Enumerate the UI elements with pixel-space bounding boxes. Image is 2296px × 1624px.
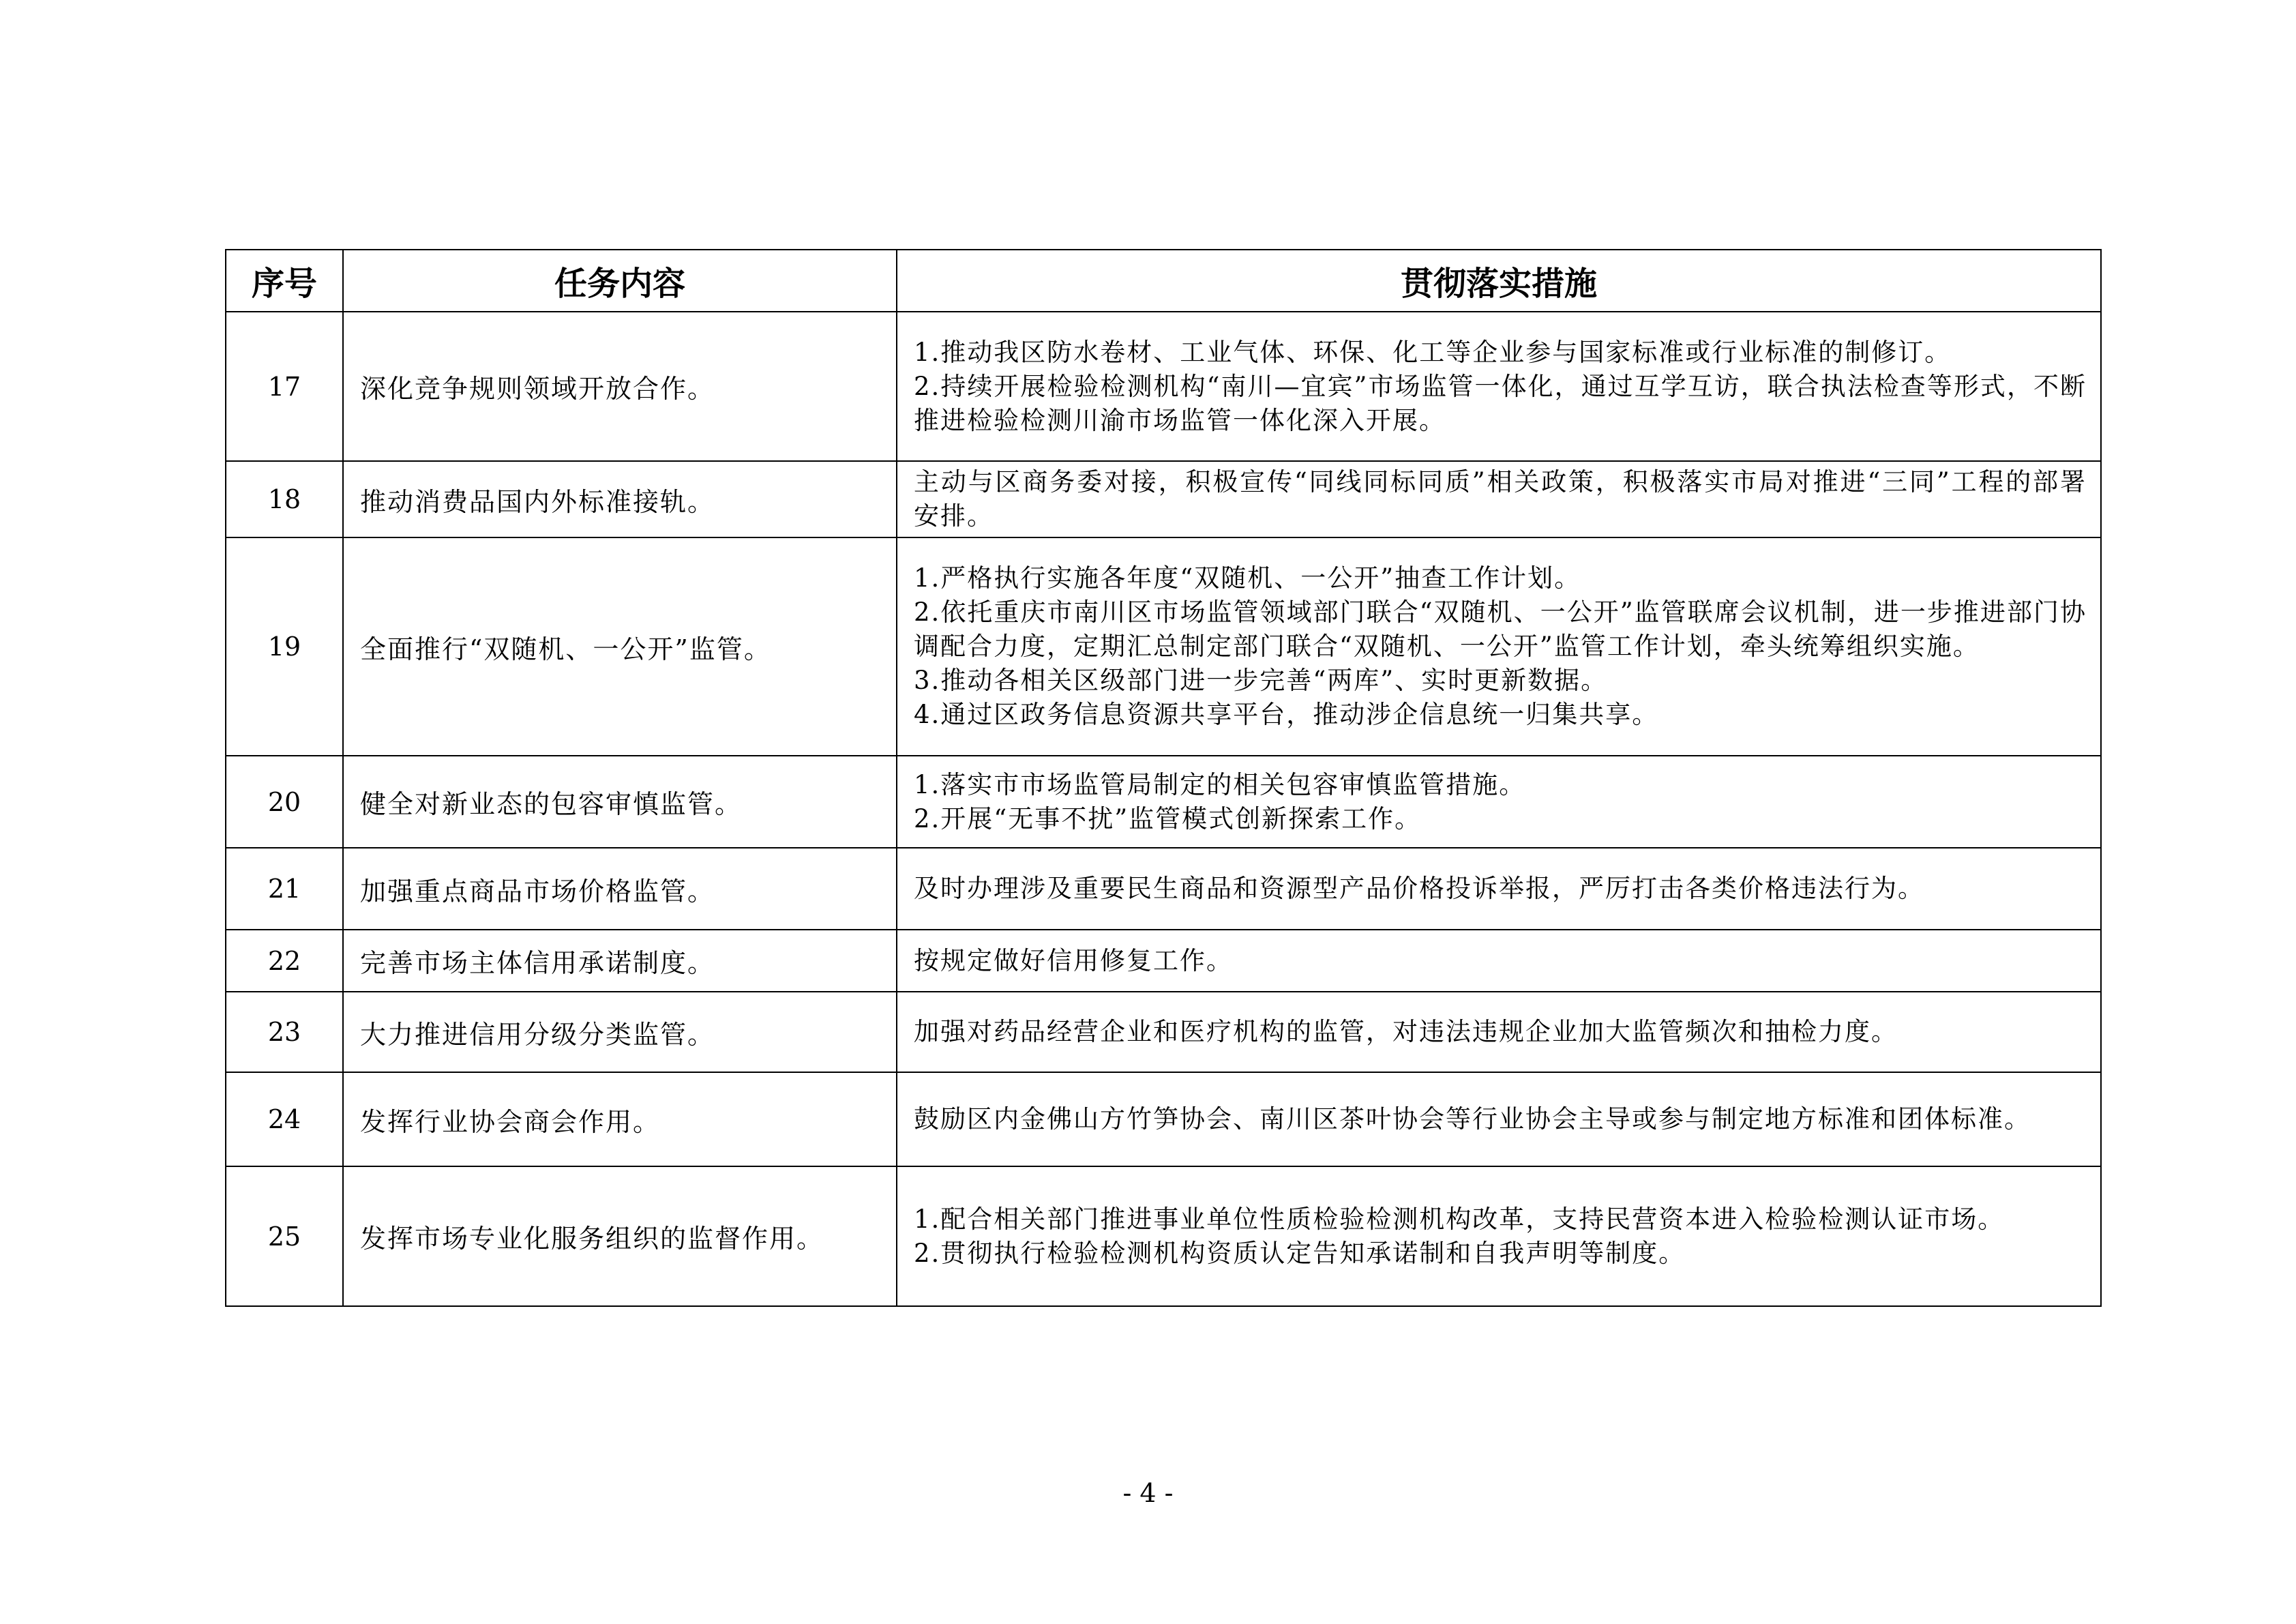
row-index: 23 [226,992,343,1072]
row-index: 25 [226,1166,343,1306]
header-index: 序号 [226,250,343,312]
measure-item: 按规定做好信用修复工作。 [914,945,1233,975]
row-index: 19 [226,537,343,756]
measure-item: 1.严格执行实施各年度“双随机、一公开”抽查工作计划。 [914,563,1581,593]
row-task: 完善市场主体信用承诺制度。 [343,930,897,992]
row-index: 18 [226,461,343,537]
row-measures [897,1166,2101,1306]
row-task: 发挥行业协会商会作用。 [343,1072,897,1166]
table-row [226,537,2101,756]
measure-item: 2.持续开展检验检测机构“南川—宜宾”市场监管一体化，通过互学互访，联合执法检查等形式，不断推进检验检测川渝市场监管一体化深入开展。 [914,371,2087,435]
table-row [226,461,2101,537]
measure-item: 2.依托重庆市南川区市场监管领域部门联合“双随机、一公开”监管联席会议机制，进一步推进部门协调配合力度，定期汇总制定部门联合“双随机、一公开”监管工作计划，牵头统筹组织实施。 [914,597,2087,661]
table-body [226,312,2101,1306]
row-index: 20 [226,756,343,848]
measure-item: 3.推动各相关区级部门进一步完善“两库”、实时更新数据。 [914,666,1608,695]
measure-item: 2.贯彻执行检验检测机构资质认定告知承诺制和自我声明等制度。 [914,1238,1686,1268]
table-row [226,756,2101,848]
table-row [226,992,2101,1072]
table-header-row [226,250,2101,312]
row-measures [897,1072,2101,1166]
measure-item: 2.开展“无事不扰”监管模式创新探索工作。 [914,803,1422,833]
measure-item: 及时办理涉及重要民生商品和资源型产品价格投诉举报，严厉打击各类价格违法行为。 [914,874,1924,903]
row-measures [897,848,2101,930]
header-measures: 贯彻落实措施 [897,250,2101,312]
row-index: 21 [226,848,343,930]
row-task: 推动消费品国内外标准接轨。 [343,461,897,537]
measure-item: 1.配合相关部门推进事业单位性质检验检测机构改革，支持民营资本进入检验检测认证市场。 [914,1204,2005,1234]
row-index: 22 [226,930,343,992]
measure-item: 1.推动我区防水卷材、工业气体、环保、化工等企业参与国家标准或行业标准的制修订。 [914,337,1952,367]
row-task: 发挥市场专业化服务组织的监督作用。 [343,1166,897,1306]
row-measures [897,312,2101,461]
task-table [225,249,2102,1307]
row-measures [897,756,2101,848]
row-index: 24 [226,1072,343,1166]
page-number: - 4 - [1122,1478,1174,1508]
measure-item: 主动与区商务委对接，积极宣传“同线同标同质”相关政策，积极落实市局对推进“三同”工程的部署安排。 [914,467,2087,531]
measure-item: 4.通过区政务信息资源共享平台，推动涉企信息统一归集共享。 [914,700,1659,729]
row-task: 大力推进信用分级分类监管。 [343,992,897,1072]
row-task: 加强重点商品市场价格监管。 [343,848,897,930]
row-task: 全面推行“双随机、一公开”监管。 [343,537,897,756]
row-measures [897,461,2101,537]
measure-item: 加强对药品经营企业和医疗机构的监管，对违法违规企业加大监管频次和抽检力度。 [914,1017,1898,1046]
row-task: 健全对新业态的包容审慎监管。 [343,756,897,848]
table-row [226,848,2101,930]
table-row [226,930,2101,992]
table-row [226,1072,2101,1166]
row-task: 深化竞争规则领域开放合作。 [343,312,897,461]
row-measures [897,930,2101,992]
row-index: 17 [226,312,343,461]
table-row [226,312,2101,461]
measure-item: 鼓励区内金佛山方竹笋协会、南川区茶叶协会等行业协会主导或参与制定地方标准和团体标准。 [914,1104,2031,1134]
measure-item: 1.落实市市场监管局制定的相关包容审慎监管措施。 [914,769,1526,799]
row-measures [897,537,2101,756]
table-row [226,1166,2101,1306]
header-task: 任务内容 [343,250,897,312]
row-measures [897,992,2101,1072]
